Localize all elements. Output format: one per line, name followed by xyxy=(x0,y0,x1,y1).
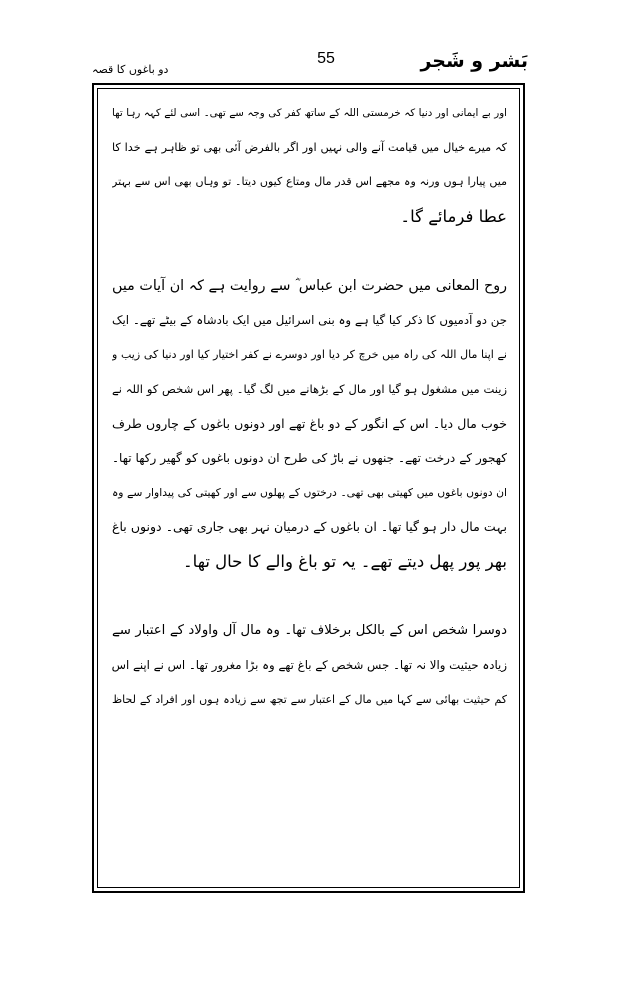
text-line: بھر پور پھل دیتے تھے۔ یہ تو باغ والے کا حال تھا۔ xyxy=(183,551,507,571)
text-line: اور بے ایمانی اور دنیا کہ خرمستی اللہ کے ساتھ کفر کی وجہ سے تھی۔ اسی لئے کہہ رہا تھا xyxy=(112,107,507,119)
text-line: بہت مال دار ہو گیا تھا۔ ان باغوں کے درمیان نہر بھی جاری تھی۔ دونوں باغ xyxy=(112,519,507,534)
text-line: عطا فرمائے گا۔ xyxy=(400,206,507,226)
page-number: 55 xyxy=(317,50,335,67)
book-title: بَشر و شَجر xyxy=(420,50,528,72)
text-line: دوسرا شخص اس کے بالکل برخلاف تھا۔ وہ مال آل واولاد کے اعتبار سے xyxy=(112,622,507,638)
text-line: کہ میرے خیال میں قیامت آنے والی نہیں اور اگر بالفرض آئی بھی تو ظاہر ہے خدا کا xyxy=(112,140,507,154)
paragraph xyxy=(112,269,507,580)
text-line: کھجور کے درخت تھے۔ جنھوں نے باڑ کی طرح ان دونوں باغوں کو گھیر رکھا تھا۔ xyxy=(112,451,507,465)
text-line: کم حیثیت بھائی سے کہا میں مال کے اعتبار سے تجھ سے زیادہ ہوں اور افراد کے لحاظ xyxy=(112,692,507,706)
text-line: روح المعانی میں حضرت ابن عباس ؓ سے روایت ہے کہ ان آیات میں xyxy=(112,277,507,294)
paragraph xyxy=(112,614,507,718)
text-line: خوب مال دیا۔ اس کے انگور کے دو باغ تھے اور دونوں باغوں کے چاروں طرف xyxy=(112,415,507,431)
body-text xyxy=(112,96,507,717)
paragraph-gap xyxy=(112,579,507,614)
chapter-title: دو باغوں کا قصہ xyxy=(92,63,169,76)
page-header xyxy=(0,0,638,80)
text-line: نے اپنا مال اللہ کی راہ میں خرچ کر دیا اور دوسرے نے کفر اختیار کیا اور دنیا کی زیب و xyxy=(112,347,507,361)
paragraph-gap xyxy=(112,234,507,269)
text-line: ان دونوں باغوں میں کھیتی بھی تھی۔ درختوں کے پھلوں سے اور کھیتی کی پیداوار سے وہ xyxy=(112,485,507,499)
text-line: زینت میں مشغول ہو گیا اور مال کے بڑھانے میں لگ گیا۔ پھر اس شخص کو اللہ نے xyxy=(112,382,507,396)
text-line: جن دو آدمیوں کا ذکر کیا گیا ہے وہ بنی اسرائیل میں ایک بادشاہ کے بیٹے تھے۔ ایک xyxy=(112,313,507,327)
text-line: میں پیارا ہوں ورنہ وہ مجھے اس قدر مال ومتاع کیوں دیتا۔ تو وہاں بھی اس سے بہتر xyxy=(112,175,507,188)
paragraph xyxy=(112,96,507,234)
text-line: زیادہ حیثیت والا نہ تھا۔ جس شخص کے باغ تھے وہ بڑا مغرور تھا۔ اس نے اپنے اس xyxy=(112,658,507,672)
